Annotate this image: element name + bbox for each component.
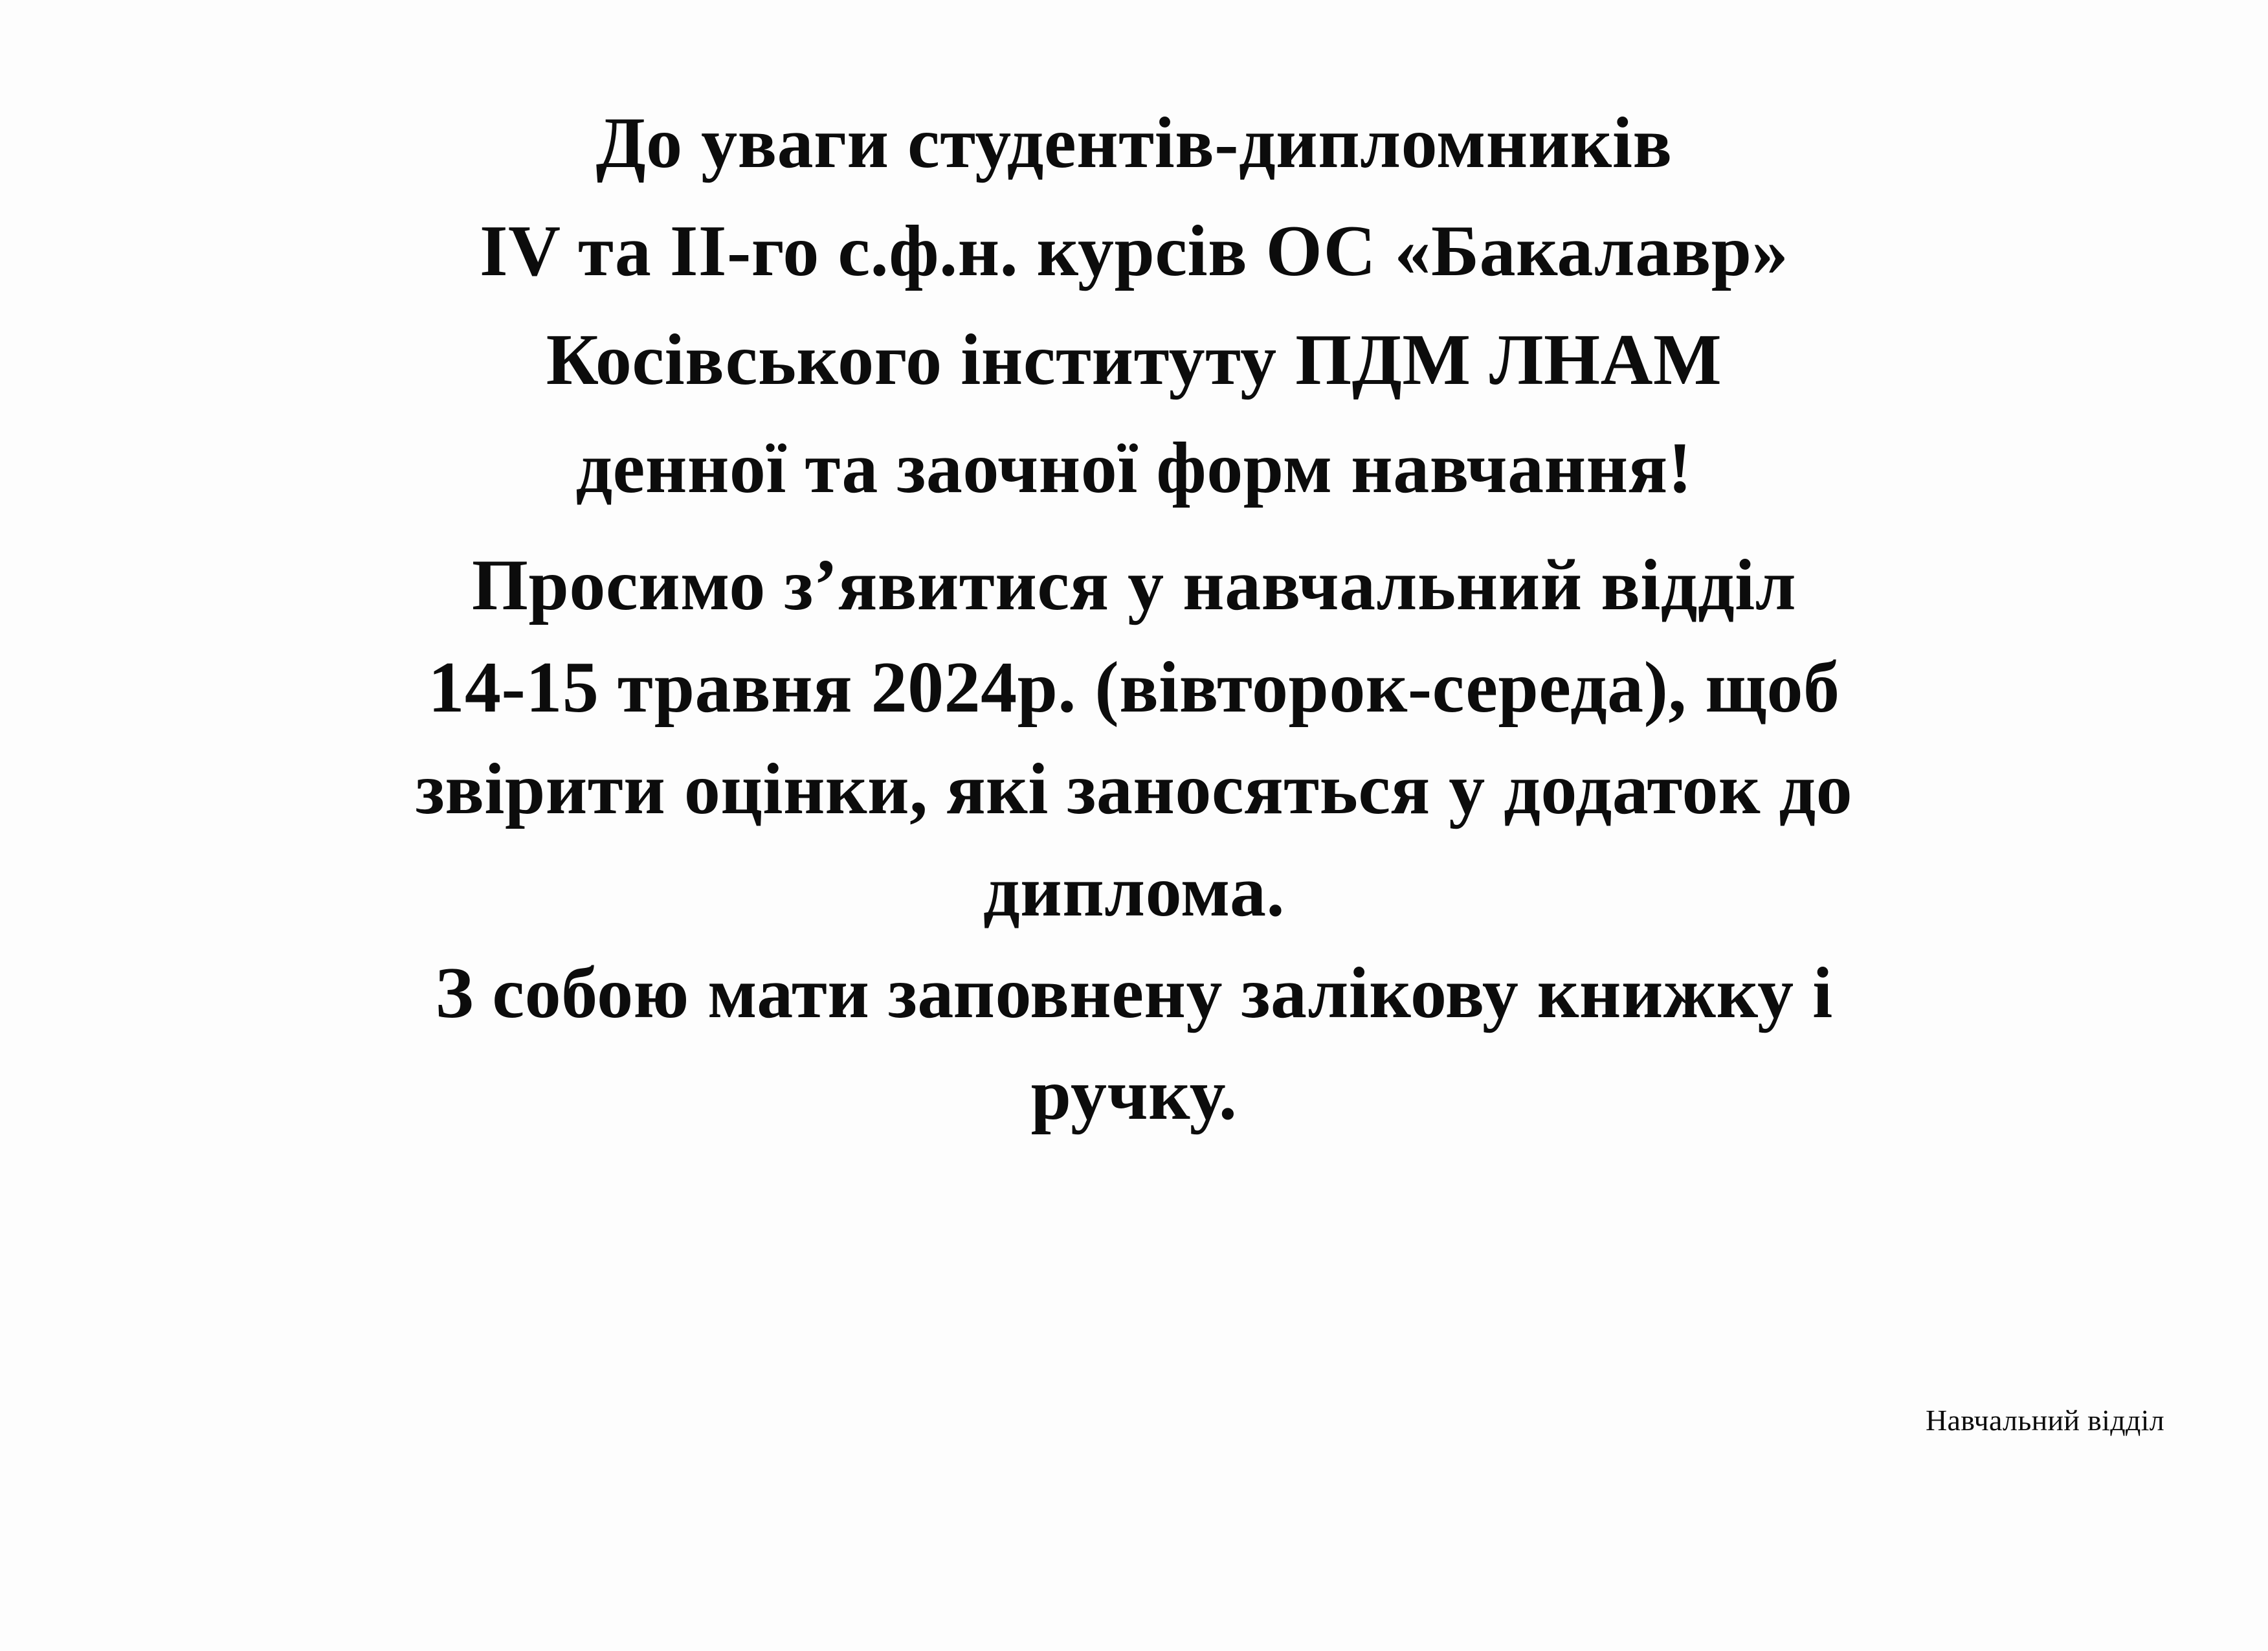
body-line-5: З собою мати заповнену залікову книжку і [435,952,1833,1033]
heading-line-3: Косівського інституту ПДМ ЛНАМ [546,319,1722,400]
body-line-1: Просимо з’явитися у навчальний відділ [471,545,1797,626]
notice-text [78,539,2190,1141]
signature: Навчальний відділ [1926,1404,2164,1437]
body-line-4: диплома. [983,851,1285,932]
body-line-2: 14-15 травня 2024р. (вівторок-середа), щоб [428,647,1840,728]
heading-line-4: денної та заочної форм навчання! [575,428,1693,509]
heading-line-1: До уваги студентів-дипломників [595,103,1673,183]
body-line-6: ручку. [1030,1055,1238,1136]
notice-body [78,97,2190,1151]
body-line-3: звірити оцінки, які заносяться у додаток до [415,749,1853,830]
heading-line-2: IV та II-го с.ф.н. курсів ОС «Бакалавр» [480,211,1788,292]
notice-heading [78,97,2190,515]
